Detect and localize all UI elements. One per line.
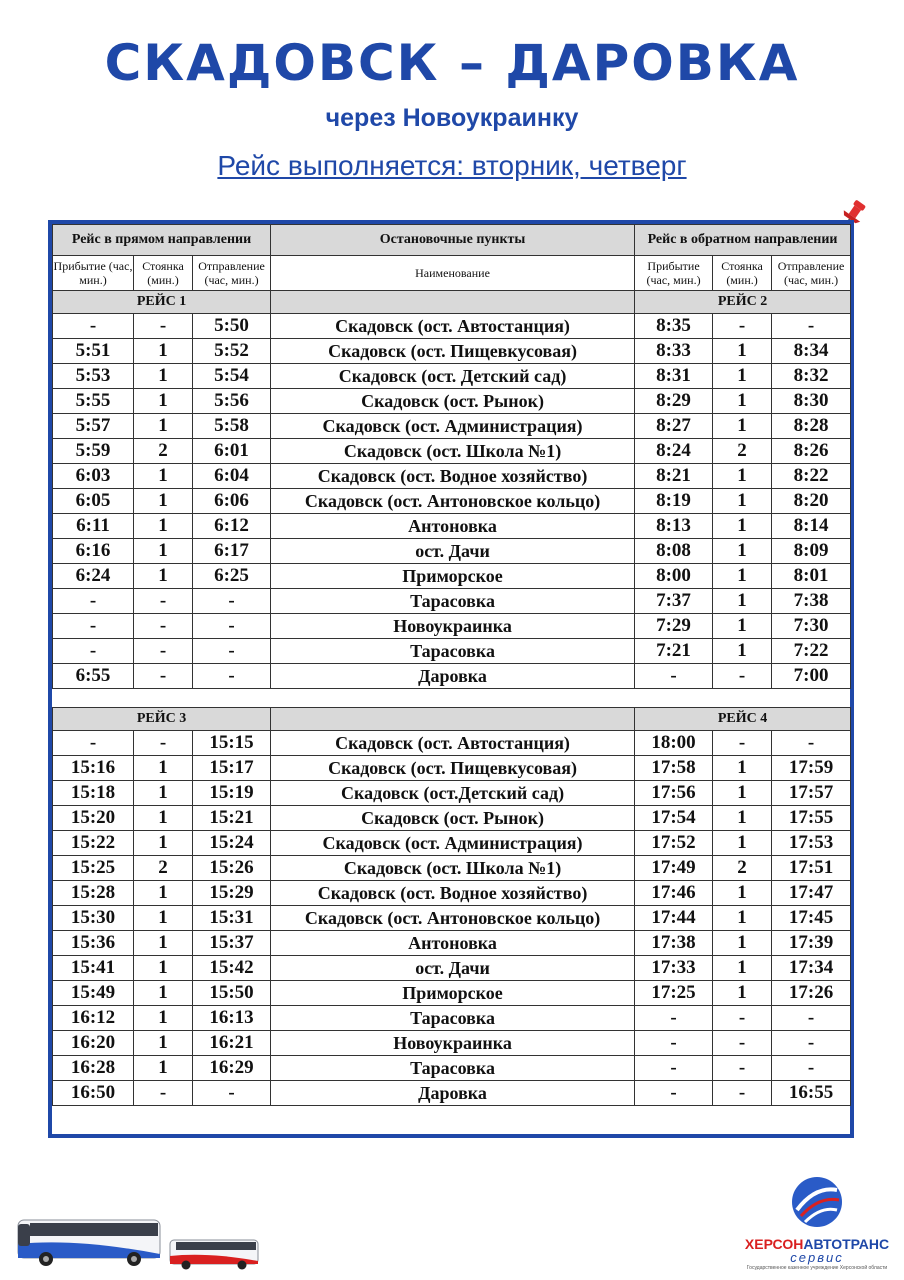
- departure-column-header: Отправление (час, мин.): [193, 256, 271, 291]
- forward-arrival: 15:41: [53, 956, 134, 981]
- trip-header-spacer: [271, 708, 635, 731]
- return-stop-minutes: 1: [713, 981, 772, 1006]
- return-departure: -: [772, 314, 851, 339]
- stop-name: Скадовск (ост. Детский сад): [271, 364, 635, 389]
- forward-arrival: -: [53, 639, 134, 664]
- return-departure: 8:22: [772, 464, 851, 489]
- return-arrival: 8:27: [635, 414, 713, 439]
- stop-name: Даровка: [271, 664, 635, 689]
- return-departure: 8:28: [772, 414, 851, 439]
- return-stop-minutes: 1: [713, 389, 772, 414]
- forward-trip-label: РЕЙС 3: [53, 708, 271, 731]
- stop-name: Скадовск (ост. Пищевкусовая): [271, 756, 635, 781]
- forward-arrival: 16:20: [53, 1031, 134, 1056]
- return-stop-minutes: 1: [713, 589, 772, 614]
- forward-stop-minutes: 1: [134, 906, 193, 931]
- stop-name: Скадовск (ост. Школа №1): [271, 856, 635, 881]
- forward-arrival: -: [53, 314, 134, 339]
- forward-stop-minutes: -: [134, 664, 193, 689]
- table-row: [53, 856, 851, 881]
- forward-arrival: -: [53, 589, 134, 614]
- forward-departure: 5:52: [193, 339, 271, 364]
- table-row: [53, 1081, 851, 1106]
- forward-arrival: 15:16: [53, 756, 134, 781]
- forward-departure: -: [193, 639, 271, 664]
- return-arrival: -: [635, 664, 713, 689]
- return-departure: 8:09: [772, 539, 851, 564]
- forward-departure: 15:42: [193, 956, 271, 981]
- stop-name: Скадовск (ост. Антоновское кольцо): [271, 906, 635, 931]
- return-departure: 7:00: [772, 664, 851, 689]
- forward-stop-minutes: 1: [134, 389, 193, 414]
- stop-name: Скадовск (ост. Рынок): [271, 806, 635, 831]
- table-row: [53, 339, 851, 364]
- forward-departure: 5:56: [193, 389, 271, 414]
- table-row: [53, 589, 851, 614]
- departure-column-header: Отправление (час, мин.): [772, 256, 851, 291]
- stop-name: Скадовск (ост. Водное хозяйство): [271, 881, 635, 906]
- forward-stop-minutes: -: [134, 1081, 193, 1106]
- stop-name: Даровка: [271, 1081, 635, 1106]
- forward-arrival: 15:20: [53, 806, 134, 831]
- return-arrival: 17:58: [635, 756, 713, 781]
- stop-name: Скадовск (ост. Рынок): [271, 389, 635, 414]
- forward-direction-header: Рейс в прямом направлении: [53, 225, 271, 256]
- arrival-column-header: Прибытие (час, мин.): [53, 256, 134, 291]
- forward-arrival: 15:36: [53, 931, 134, 956]
- return-stop-minutes: 1: [713, 639, 772, 664]
- forward-departure: 6:12: [193, 514, 271, 539]
- forward-arrival: 5:51: [53, 339, 134, 364]
- return-stop-minutes: 1: [713, 756, 772, 781]
- return-departure: 17:47: [772, 881, 851, 906]
- forward-stop-minutes: -: [134, 314, 193, 339]
- stop-name: Скадовск (ост. Антоновское кольцо): [271, 489, 635, 514]
- forward-stop-minutes: 1: [134, 1006, 193, 1031]
- forward-arrival: 15:18: [53, 781, 134, 806]
- forward-stop-minutes: 1: [134, 781, 193, 806]
- return-stop-minutes: 1: [713, 931, 772, 956]
- return-departure: 7:22: [772, 639, 851, 664]
- forward-departure: 6:01: [193, 439, 271, 464]
- stop-name: Антоновка: [271, 514, 635, 539]
- return-stop-minutes: -: [713, 664, 772, 689]
- table-row: [53, 906, 851, 931]
- forward-stop-minutes: -: [134, 731, 193, 756]
- forward-arrival: -: [53, 614, 134, 639]
- return-arrival: 17:56: [635, 781, 713, 806]
- forward-arrival: 15:25: [53, 856, 134, 881]
- forward-departure: 5:58: [193, 414, 271, 439]
- forward-arrival: 15:30: [53, 906, 134, 931]
- forward-stop-minutes: 1: [134, 489, 193, 514]
- forward-departure: 6:25: [193, 564, 271, 589]
- return-arrival: 8:13: [635, 514, 713, 539]
- return-arrival: 18:00: [635, 731, 713, 756]
- return-departure: 16:55: [772, 1081, 851, 1106]
- forward-stop-minutes: 2: [134, 856, 193, 881]
- return-stop-minutes: 1: [713, 514, 772, 539]
- table-row: [53, 931, 851, 956]
- forward-departure: -: [193, 589, 271, 614]
- forward-stop-minutes: 1: [134, 981, 193, 1006]
- return-stop-minutes: 1: [713, 906, 772, 931]
- trip-header-row: [53, 291, 851, 314]
- stop-duration-column-header: Стоянка (мин.): [134, 256, 193, 291]
- logo-name-part1: ХЕРСОН: [744, 1236, 804, 1252]
- return-stop-minutes: -: [713, 1081, 772, 1106]
- table-row: [53, 1006, 851, 1031]
- forward-arrival: 15:22: [53, 831, 134, 856]
- section-spacer: [53, 689, 851, 708]
- forward-arrival: 6:16: [53, 539, 134, 564]
- forward-arrival: 15:28: [53, 881, 134, 906]
- forward-stop-minutes: -: [134, 639, 193, 664]
- forward-arrival: 5:55: [53, 389, 134, 414]
- forward-stop-minutes: 1: [134, 539, 193, 564]
- table-row: [53, 464, 851, 489]
- company-logo-icon: [791, 1176, 843, 1228]
- return-stop-minutes: -: [713, 1006, 772, 1031]
- return-arrival: 17:49: [635, 856, 713, 881]
- return-departure: 17:34: [772, 956, 851, 981]
- return-arrival: 17:46: [635, 881, 713, 906]
- table-row: [53, 564, 851, 589]
- table-row: [53, 806, 851, 831]
- company-logo: [742, 1176, 892, 1271]
- forward-departure: 15:24: [193, 831, 271, 856]
- forward-arrival: 6:05: [53, 489, 134, 514]
- stop-name: Новоукраинка: [271, 614, 635, 639]
- return-arrival: 17:44: [635, 906, 713, 931]
- forward-arrival: 5:57: [53, 414, 134, 439]
- forward-arrival: 16:50: [53, 1081, 134, 1106]
- forward-departure: 15:31: [193, 906, 271, 931]
- logo-name-part2: АВТОТРАНС: [803, 1236, 890, 1252]
- table-row: [53, 1031, 851, 1056]
- return-stop-minutes: -: [713, 731, 772, 756]
- return-stop-minutes: 2: [713, 856, 772, 881]
- return-stop-minutes: 1: [713, 614, 772, 639]
- forward-stop-minutes: -: [134, 614, 193, 639]
- return-departure: 8:32: [772, 364, 851, 389]
- stop-name: Тарасовка: [271, 1006, 635, 1031]
- return-arrival: 17:25: [635, 981, 713, 1006]
- forward-trip-label: РЕЙС 1: [53, 291, 271, 314]
- return-arrival: 8:08: [635, 539, 713, 564]
- table-row: [53, 489, 851, 514]
- stop-name: Тарасовка: [271, 1056, 635, 1081]
- return-stop-minutes: 1: [713, 464, 772, 489]
- stop-name: Приморское: [271, 564, 635, 589]
- forward-stop-minutes: 1: [134, 1031, 193, 1056]
- return-departure: 17:51: [772, 856, 851, 881]
- return-departure: 8:26: [772, 439, 851, 464]
- return-stop-minutes: 1: [713, 881, 772, 906]
- forward-stop-minutes: -: [134, 589, 193, 614]
- stop-name: Скадовск (ост. Школа №1): [271, 439, 635, 464]
- return-arrival: 8:19: [635, 489, 713, 514]
- table-row: [53, 881, 851, 906]
- table-row: [53, 1056, 851, 1081]
- forward-stop-minutes: 1: [134, 806, 193, 831]
- return-stop-minutes: 1: [713, 364, 772, 389]
- stop-name: Приморское: [271, 981, 635, 1006]
- stop-name: Скадовск (ост. Администрация): [271, 831, 635, 856]
- forward-arrival: 5:53: [53, 364, 134, 389]
- return-arrival: 17:52: [635, 831, 713, 856]
- forward-arrival: 6:03: [53, 464, 134, 489]
- return-stop-minutes: 1: [713, 414, 772, 439]
- return-departure: 7:38: [772, 589, 851, 614]
- stop-name-column-header: Наименование: [271, 256, 635, 291]
- arrival-column-header: Прибытие (час, мин.): [635, 256, 713, 291]
- stop-name: Скадовск (ост. Администрация): [271, 414, 635, 439]
- stops-header: Остановочные пункты: [271, 225, 635, 256]
- table-row: [53, 956, 851, 981]
- return-departure: 17:39: [772, 931, 851, 956]
- return-arrival: 7:21: [635, 639, 713, 664]
- return-departure: -: [772, 1056, 851, 1081]
- forward-stop-minutes: 1: [134, 339, 193, 364]
- return-arrival: 17:54: [635, 806, 713, 831]
- table-row: [53, 314, 851, 339]
- return-stop-minutes: 2: [713, 439, 772, 464]
- table-row: [53, 614, 851, 639]
- table-row: [53, 831, 851, 856]
- stop-name: Тарасовка: [271, 639, 635, 664]
- table-row: [53, 389, 851, 414]
- trip-header-row: [53, 708, 851, 731]
- schedule-table: [48, 220, 854, 1138]
- return-arrival: 8:24: [635, 439, 713, 464]
- stop-name: Скадовск (ост. Автостанция): [271, 314, 635, 339]
- stop-name: Скадовск (ост. Водное хозяйство): [271, 464, 635, 489]
- return-departure: 8:20: [772, 489, 851, 514]
- return-arrival: -: [635, 1056, 713, 1081]
- forward-stop-minutes: 1: [134, 364, 193, 389]
- forward-departure: 15:37: [193, 931, 271, 956]
- forward-departure: -: [193, 664, 271, 689]
- stop-duration-column-header: Стоянка (мин.): [713, 256, 772, 291]
- forward-stop-minutes: 1: [134, 931, 193, 956]
- return-arrival: 8:00: [635, 564, 713, 589]
- forward-stop-minutes: 1: [134, 464, 193, 489]
- forward-stop-minutes: 1: [134, 881, 193, 906]
- forward-arrival: -: [53, 731, 134, 756]
- return-stop-minutes: 1: [713, 539, 772, 564]
- return-stop-minutes: 1: [713, 781, 772, 806]
- forward-arrival: 5:59: [53, 439, 134, 464]
- return-arrival: -: [635, 1031, 713, 1056]
- return-arrival: 8:21: [635, 464, 713, 489]
- operating-days: Рейс выполняется: вторник, четверг: [217, 150, 687, 181]
- return-arrival: 7:37: [635, 589, 713, 614]
- stop-name: Новоукраинка: [271, 1031, 635, 1056]
- stop-name: Тарасовка: [271, 589, 635, 614]
- return-stop-minutes: 1: [713, 956, 772, 981]
- table-row: [53, 639, 851, 664]
- forward-stop-minutes: 1: [134, 831, 193, 856]
- return-stop-minutes: 1: [713, 831, 772, 856]
- forward-stop-minutes: 1: [134, 956, 193, 981]
- forward-departure: -: [193, 614, 271, 639]
- return-departure: 17:53: [772, 831, 851, 856]
- stop-name: Антоновка: [271, 931, 635, 956]
- table-row: [53, 364, 851, 389]
- return-stop-minutes: 1: [713, 806, 772, 831]
- table-row: [53, 414, 851, 439]
- return-trip-label: РЕЙС 4: [635, 708, 851, 731]
- stop-name: ост. Дачи: [271, 539, 635, 564]
- forward-arrival: 6:24: [53, 564, 134, 589]
- forward-departure: 5:50: [193, 314, 271, 339]
- return-stop-minutes: 1: [713, 489, 772, 514]
- forward-departure: 15:21: [193, 806, 271, 831]
- forward-arrival: 6:55: [53, 664, 134, 689]
- forward-stop-minutes: 1: [134, 1056, 193, 1081]
- return-departure: 7:30: [772, 614, 851, 639]
- forward-arrival: 16:12: [53, 1006, 134, 1031]
- forward-arrival: 16:28: [53, 1056, 134, 1081]
- forward-arrival: 6:11: [53, 514, 134, 539]
- return-arrival: 17:33: [635, 956, 713, 981]
- return-stop-minutes: 1: [713, 564, 772, 589]
- forward-departure: 16:13: [193, 1006, 271, 1031]
- return-arrival: 8:31: [635, 364, 713, 389]
- return-departure: 8:14: [772, 514, 851, 539]
- forward-arrival: 15:49: [53, 981, 134, 1006]
- bus-icon: [168, 1236, 260, 1270]
- forward-departure: 16:29: [193, 1056, 271, 1081]
- forward-stop-minutes: 1: [134, 414, 193, 439]
- return-departure: 17:45: [772, 906, 851, 931]
- forward-departure: 6:17: [193, 539, 271, 564]
- stop-name: Скадовск (ост. Автостанция): [271, 731, 635, 756]
- return-stop-minutes: 1: [713, 339, 772, 364]
- return-departure: 8:34: [772, 339, 851, 364]
- return-trip-label: РЕЙС 2: [635, 291, 851, 314]
- forward-stop-minutes: 1: [134, 564, 193, 589]
- forward-stop-minutes: 2: [134, 439, 193, 464]
- table-row: [53, 664, 851, 689]
- trip-header-spacer: [271, 291, 635, 314]
- table-row: [53, 539, 851, 564]
- forward-departure: 15:19: [193, 781, 271, 806]
- return-arrival: -: [635, 1081, 713, 1106]
- logo-service: сервис: [790, 1250, 844, 1265]
- stop-name: Скадовск (ост. Пищевкусовая): [271, 339, 635, 364]
- forward-departure: 16:21: [193, 1031, 271, 1056]
- return-arrival: 8:29: [635, 389, 713, 414]
- return-arrival: 8:33: [635, 339, 713, 364]
- forward-departure: 6:04: [193, 464, 271, 489]
- return-departure: -: [772, 1031, 851, 1056]
- forward-stop-minutes: 1: [134, 514, 193, 539]
- return-direction-header: Рейс в обратном направлении: [635, 225, 851, 256]
- return-stop-minutes: -: [713, 1031, 772, 1056]
- table-row: [53, 514, 851, 539]
- table-row: [53, 731, 851, 756]
- return-departure: 17:55: [772, 806, 851, 831]
- stop-name: Скадовск (ост.Детский сад): [271, 781, 635, 806]
- return-arrival: 8:35: [635, 314, 713, 339]
- route-via: через Новоукраинку: [325, 104, 579, 132]
- return-departure: 8:01: [772, 564, 851, 589]
- forward-departure: -: [193, 1081, 271, 1106]
- forward-departure: 5:54: [193, 364, 271, 389]
- forward-stop-minutes: 1: [134, 756, 193, 781]
- return-arrival: 17:38: [635, 931, 713, 956]
- return-departure: -: [772, 731, 851, 756]
- forward-departure: 15:17: [193, 756, 271, 781]
- return-stop-minutes: -: [713, 314, 772, 339]
- forward-departure: 15:15: [193, 731, 271, 756]
- return-departure: 17:59: [772, 756, 851, 781]
- page-title: СКАДОВСК – ДАРОВКА: [104, 34, 800, 92]
- table-row: [53, 981, 851, 1006]
- table-row: [53, 439, 851, 464]
- forward-departure: 15:26: [193, 856, 271, 881]
- forward-departure: 15:50: [193, 981, 271, 1006]
- table-row: [53, 756, 851, 781]
- return-departure: 8:30: [772, 389, 851, 414]
- return-departure: -: [772, 1006, 851, 1031]
- return-stop-minutes: -: [713, 1056, 772, 1081]
- return-departure: 17:26: [772, 981, 851, 1006]
- logo-caption: Государственное казенное учреждение Херсонской области: [746, 1265, 888, 1271]
- stop-name: ост. Дачи: [271, 956, 635, 981]
- bus-icon: [16, 1214, 162, 1268]
- forward-departure: 15:29: [193, 881, 271, 906]
- return-departure: 17:57: [772, 781, 851, 806]
- forward-departure: 6:06: [193, 489, 271, 514]
- table-row: [53, 781, 851, 806]
- return-arrival: -: [635, 1006, 713, 1031]
- return-arrival: 7:29: [635, 614, 713, 639]
